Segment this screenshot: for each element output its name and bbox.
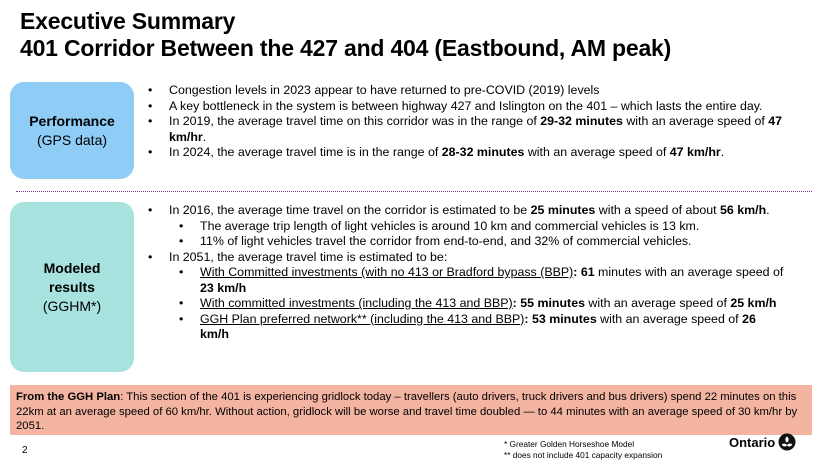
performance-label-subtitle: (GPS data) <box>36 131 108 148</box>
title-line-1: Executive Summary <box>20 8 236 34</box>
modeled-2051-subbullet-3: • GGH Plan preferred network** (including the 413 and BBP): 53 minutes with an average speed of 26 km/h <box>179 312 788 343</box>
section-divider <box>16 191 812 192</box>
trillium-icon <box>778 433 796 451</box>
footnote-2: ** does not include 401 capacity expansion <box>504 450 663 460</box>
modeled-2016-subbullet-2: • 11% of light vehicles travel the corridor from end-to-end, and 32% of commercial vehicles. <box>179 234 788 250</box>
modeled-2051-subbullet-1: • With Committed investments (with no 413 or Bradford bypass (BBP): 61 minutes with an average speed of 23 km/h <box>179 265 788 296</box>
modeled-bullet-list <box>148 203 788 343</box>
performance-bullet-4: • In 2024, the average travel time is in the range of 28-32 minutes with an average speed of 47 km/hr. <box>148 145 816 161</box>
modeled-2051-subbullet-2: • With committed investments (including the 413 and BBP): 55 minutes with an average speed of 25 km/h <box>179 296 788 312</box>
modeled-label-subtitle: (GGHM*) <box>42 297 102 314</box>
callout-lead: From the GGH Plan <box>16 391 121 403</box>
modeled-2051-sublist <box>169 265 788 343</box>
performance-bullet-3: • In 2019, the average travel time on this corridor was in the range of 29-32 minutes with an average speed of 47 km/hr. <box>148 114 816 145</box>
ontario-logo <box>729 433 796 451</box>
page-number: 2 <box>22 445 28 456</box>
footnote-1: * Greater Golden Horseshoe Model <box>504 439 635 449</box>
modeled-2016-sublist <box>169 219 788 250</box>
performance-bullet-list <box>148 83 816 161</box>
performance-label-box <box>10 82 134 179</box>
modeled-label-box <box>10 202 134 372</box>
performance-bullet-1: • Congestion levels in 2023 appear to have returned to pre-COVID (2019) levels <box>148 83 816 99</box>
modeled-label-title-2: results <box>49 278 95 295</box>
modeled-label-title-1: Modeled <box>43 259 101 276</box>
footnotes <box>504 439 662 461</box>
modeled-bullet-2016: • In 2016, the average time travel on the corridor is estimated to be 25 minutes with a speed of about 56 km/h. • The average trip length of light vehicles is around 10 km and commercial vehicles is 13 km. • 11% of light vehicles travel the corridor from end-to-end, and 32% of commercial vehicles. <box>148 203 788 250</box>
callout-text: : This section of the 401 is experiencing gridlock today – travellers (auto drivers, truck drivers and bus drivers) spend 22 minutes on this 22km at an average speed of 60 km/hr. Without action, gridlock will be worse and travel time doubled — to 44 minutes with an average speed of 30 km/hr by 2051. <box>16 391 798 432</box>
modeled-2016-subbullet-1: • The average trip length of light vehicles is around 10 km and commercial vehicles is 13 km. <box>179 219 788 235</box>
modeled-bullet-2051: • In 2051, the average travel time is estimated to be: • With Committed investments (with no 413 or Bradford bypass (BBP): 61 minutes with an average speed of 23 km/h • With committed investments (including the 413 and BBP): 55 minutes with an average speed of 25 km/h • GGH Plan preferred network** (including the 413 and BBP): 53 minutes with an average speed of 26 km/h <box>148 250 788 343</box>
ggh-plan-callout <box>10 385 812 435</box>
slide-title <box>20 8 671 62</box>
performance-bullet-2: • A key bottleneck in the system is between highway 427 and Islington on the 401 – which lasts the entire day. <box>148 99 816 115</box>
performance-label-title: Performance <box>29 112 115 129</box>
logo-text: Ontario <box>729 434 776 450</box>
title-line-2: 401 Corridor Between the 427 and 404 (Eastbound, AM peak) <box>20 35 672 61</box>
